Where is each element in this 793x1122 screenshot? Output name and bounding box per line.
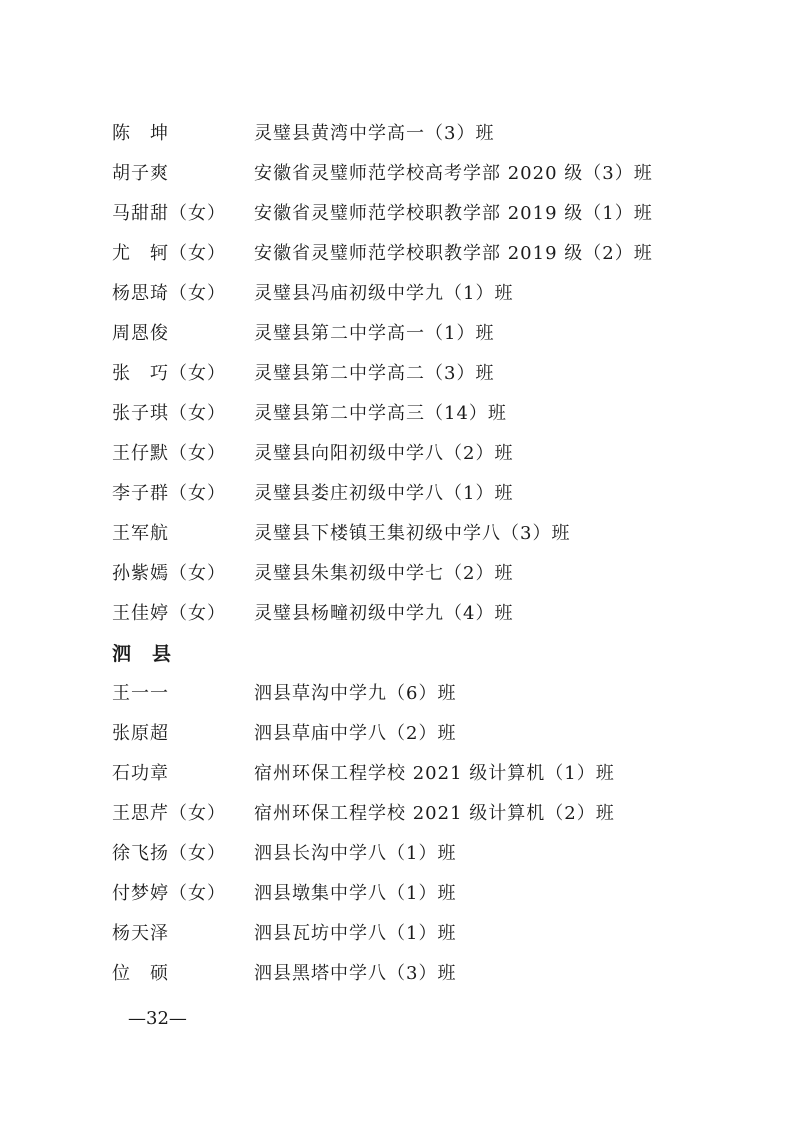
student-name: 周恩俊 — [112, 323, 169, 344]
list-item — [112, 392, 732, 432]
school-class: 安徽省灵璧师范学校职教学部 2019 级（2）班 — [254, 243, 653, 264]
student-name: 王仔默（女） — [112, 443, 226, 464]
list-item — [112, 512, 732, 552]
school-class: 灵璧县朱集初级中学七（2）班 — [254, 563, 514, 584]
award-list — [112, 112, 732, 992]
school-class: 灵璧县娄庄初级中学八（1）班 — [254, 483, 514, 504]
school-class: 泗县长沟中学八（1）班 — [254, 843, 457, 864]
section-heading: 泗 县 — [112, 642, 173, 665]
school-class: 灵璧县冯庙初级中学九（1）班 — [254, 283, 514, 304]
student-name: 位 硕 — [112, 963, 169, 984]
student-name: 付梦婷（女） — [112, 883, 226, 904]
school-class: 灵璧县黄湾中学高一（3）班 — [254, 123, 495, 144]
school-class: 安徽省灵璧师范学校职教学部 2019 级（1）班 — [254, 203, 653, 224]
student-name: 胡子爽 — [112, 163, 169, 184]
school-class: 宿州环保工程学校 2021 级计算机（1）班 — [254, 763, 615, 784]
list-item — [112, 272, 732, 312]
student-name: 王一一 — [112, 683, 169, 704]
student-name: 王佳婷（女） — [112, 603, 226, 624]
student-name: 王思芹（女） — [112, 803, 226, 824]
student-name: 尤 轲（女） — [112, 243, 226, 264]
student-name: 张原超 — [112, 723, 169, 744]
school-class: 灵璧县下楼镇王集初级中学八（3）班 — [254, 523, 571, 544]
student-name: 孙紫嫣（女） — [112, 563, 226, 584]
list-item — [112, 312, 732, 352]
list-item — [112, 952, 732, 992]
school-class: 泗县瓦坊中学八（1）班 — [254, 923, 457, 944]
list-item — [112, 552, 732, 592]
student-name: 李子群（女） — [112, 483, 226, 504]
school-class: 灵璧县向阳初级中学八（2）班 — [254, 443, 514, 464]
list-item — [112, 192, 732, 232]
student-name: 马甜甜（女） — [112, 203, 226, 224]
list-item — [112, 712, 732, 752]
school-class: 灵璧县第二中学高三（14）班 — [254, 403, 507, 424]
list-item — [112, 872, 732, 912]
list-item — [112, 232, 732, 272]
student-name: 杨思琦（女） — [112, 283, 226, 304]
school-class: 灵璧县第二中学高一（1）班 — [254, 323, 495, 344]
school-class: 安徽省灵璧师范学校高考学部 2020 级（3）班 — [254, 163, 653, 184]
student-name: 张 巧（女） — [112, 363, 226, 384]
list-item — [112, 432, 732, 472]
student-name: 张子琪（女） — [112, 403, 226, 424]
list-item — [112, 912, 732, 952]
school-class: 泗县草庙中学八（2）班 — [254, 723, 457, 744]
list-item — [112, 672, 732, 712]
student-name: 陈 坤 — [112, 123, 169, 144]
list-item — [112, 472, 732, 512]
school-class: 泗县草沟中学九（6）班 — [254, 683, 457, 704]
school-class: 灵璧县杨疃初级中学九（4）班 — [254, 603, 514, 624]
student-name: 徐飞扬（女） — [112, 843, 226, 864]
school-class: 灵璧县第二中学高二（3）班 — [254, 363, 495, 384]
student-name: 王军航 — [112, 523, 169, 544]
list-item — [112, 752, 732, 792]
school-class: 泗县黑塔中学八（3）班 — [254, 963, 457, 984]
list-item — [112, 592, 732, 632]
list-item — [112, 792, 732, 832]
list-item — [112, 832, 732, 872]
school-class: 宿州环保工程学校 2021 级计算机（2）班 — [254, 803, 615, 824]
page-number: —32— — [128, 1008, 187, 1029]
school-class: 泗县墩集中学八（1）班 — [254, 883, 457, 904]
list-item — [112, 112, 732, 152]
list-item — [112, 152, 732, 192]
student-name: 石功章 — [112, 763, 169, 784]
student-name: 杨天泽 — [112, 923, 169, 944]
list-item — [112, 352, 732, 392]
